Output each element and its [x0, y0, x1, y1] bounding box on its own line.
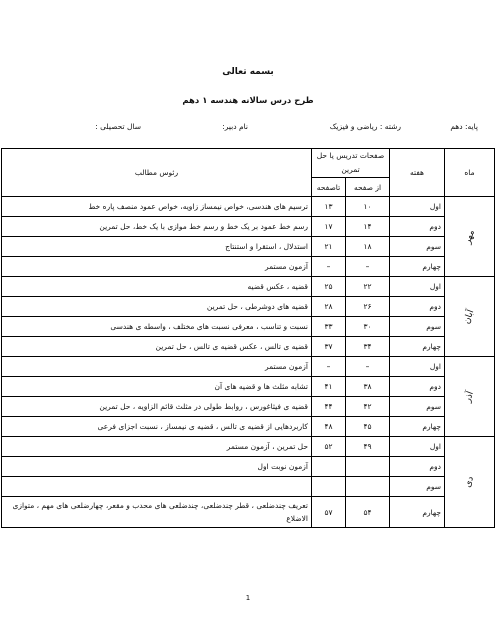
page-number: 1 — [245, 594, 251, 602]
week-cell: اول — [390, 277, 445, 297]
month-label: مهر — [462, 228, 477, 245]
topic-cell: آزمون مستمر — [2, 357, 312, 377]
topic-cell — [2, 477, 312, 497]
to-page-cell: ۵۷ — [311, 497, 345, 528]
table-row — [2, 237, 495, 257]
to-page-cell: – — [311, 257, 345, 277]
to-page-cell: ۳۳ — [311, 317, 345, 337]
topic-cell: قضیه ، عکس قضیه — [2, 277, 312, 297]
topic-cell: قضیه های دوشرطی ، حل تمرین — [2, 297, 312, 317]
month-cell — [445, 437, 495, 528]
week-header: هفته — [390, 149, 445, 197]
topic-cell: قضیه ی فیثاغورس ، روابط طولی در مثلث قائم الزاویه ، حل تمرین — [2, 397, 312, 417]
table-row — [2, 397, 495, 417]
topic-cell: تعریف چندضلعی ، قطر چندضلعی، چندضلعی های محدب و مقعر، چهارضلعی های مهم ، متوازی الاضلاع — [2, 497, 312, 528]
table-row — [2, 197, 495, 217]
from-page-cell: ۳۸ — [346, 377, 390, 397]
lesson-plan-table — [1, 148, 495, 528]
field-label: رشته : ریاضی و فیزیک — [329, 122, 401, 131]
from-page-cell: ۲۶ — [346, 297, 390, 317]
basmala-heading: بسمه تعالی — [222, 67, 274, 77]
from-page-cell: ۳۴ — [346, 337, 390, 357]
week-cell: اول — [390, 357, 445, 377]
table-row — [2, 277, 495, 297]
from-page-cell: ۴۵ — [346, 417, 390, 437]
topic-cell: ترسیم های هندسی، خواص نیمساز زاویه، خواص عمود منصف پاره خط — [2, 197, 312, 217]
month-cell — [445, 277, 495, 357]
to-page-cell: – — [311, 357, 345, 377]
table-row — [2, 297, 495, 317]
to-page-cell: ۱۳ — [311, 197, 345, 217]
table-row — [2, 217, 495, 237]
table-row — [2, 417, 495, 437]
from-page-cell: ۱۸ — [346, 237, 390, 257]
week-cell: دوم — [390, 217, 445, 237]
page-title: طرح درس سالانه هندسه ۱ دهم — [182, 96, 314, 106]
topic-cell: رسم خط عمود بر یک خط و رسم خط موازی با یک خط، حل تمرین — [2, 217, 312, 237]
week-cell: سوم — [390, 477, 445, 497]
week-cell: دوم — [390, 297, 445, 317]
topic-cell: حل تمرین ، آزمون مستمر — [2, 437, 312, 457]
from-page-cell: ۱۰ — [346, 197, 390, 217]
to-page-cell: ۱۷ — [311, 217, 345, 237]
from-page-cell: – — [346, 357, 390, 377]
topic-cell: آزمون مستمر — [2, 257, 312, 277]
table-row — [2, 357, 495, 377]
month-label: آذر — [462, 389, 477, 404]
to-page-cell: ۲۸ — [311, 297, 345, 317]
to-page-cell: ۳۷ — [311, 337, 345, 357]
topic-cell: استدلال ، استقرا و استنتاج — [2, 237, 312, 257]
week-cell: دوم — [390, 377, 445, 397]
from-page-cell: ۱۴ — [346, 217, 390, 237]
table-row — [2, 317, 495, 337]
table-row — [2, 477, 495, 497]
week-cell: سوم — [390, 397, 445, 417]
week-cell: چهارم — [390, 337, 445, 357]
table-row — [2, 457, 495, 477]
from-page-cell: ۳۰ — [346, 317, 390, 337]
month-cell — [445, 357, 495, 437]
academic-year-label: سال تحصیلی : — [95, 122, 141, 131]
topic-cell: نسبت و تناسب ، معرفی نسبت های مختلف ، واسطه ی هندسی — [2, 317, 312, 337]
topic-cell: کاربردهایی از قضیه ی تالس ، قضیه ی نیمساز ، نسبت اجزای فرعی — [2, 417, 312, 437]
to-page-cell: ۲۱ — [311, 237, 345, 257]
table-row — [2, 377, 495, 397]
to-page-cell — [311, 457, 345, 477]
topic-cell: تشابه مثلث ها و قضیه های آن — [2, 377, 312, 397]
to-page-header: تاصفحه — [311, 178, 345, 197]
from-page-cell: ۴۲ — [346, 397, 390, 417]
topic-cell: قضیه ی تالس ، عکس قضیه ی تالس ، حل تمرین — [2, 337, 312, 357]
to-page-cell: ۲۵ — [311, 277, 345, 297]
week-cell: چهارم — [390, 497, 445, 528]
table-row — [2, 337, 495, 357]
grade-label: پایه: دهم — [450, 122, 478, 131]
topic-cell: آزمون نوبت اول — [2, 457, 312, 477]
from-page-header: از صفحه — [346, 178, 390, 197]
to-page-cell — [311, 477, 345, 497]
to-page-cell: ۵۲ — [311, 437, 345, 457]
week-cell: سوم — [390, 237, 445, 257]
from-page-cell: ۴۹ — [346, 437, 390, 457]
from-page-cell: ۲۲ — [346, 277, 390, 297]
table-row — [2, 257, 495, 277]
month-label: دی — [462, 475, 477, 489]
month-header: ماه — [445, 149, 495, 197]
week-cell: چهارم — [390, 417, 445, 437]
month-label: آبان — [462, 308, 477, 325]
to-page-cell: ۴۴ — [311, 397, 345, 417]
from-page-cell: – — [346, 257, 390, 277]
month-cell — [445, 197, 495, 277]
week-cell: اول — [390, 437, 445, 457]
week-cell: چهارم — [390, 257, 445, 277]
topics-header: رئوس مطالب — [2, 149, 312, 197]
table-row — [2, 497, 495, 528]
table-header-row — [2, 149, 495, 178]
teacher-name-label: نام دبیر: — [222, 122, 248, 131]
to-page-cell: ۴۸ — [311, 417, 345, 437]
from-page-cell — [346, 477, 390, 497]
week-cell: سوم — [390, 317, 445, 337]
to-page-cell: ۴۱ — [311, 377, 345, 397]
pages-header: صفحات تدریس یا حل تمرین — [311, 149, 389, 178]
from-page-cell — [346, 457, 390, 477]
table-row — [2, 437, 495, 457]
week-cell: اول — [390, 197, 445, 217]
week-cell: دوم — [390, 457, 445, 477]
from-page-cell: ۵۴ — [346, 497, 390, 528]
